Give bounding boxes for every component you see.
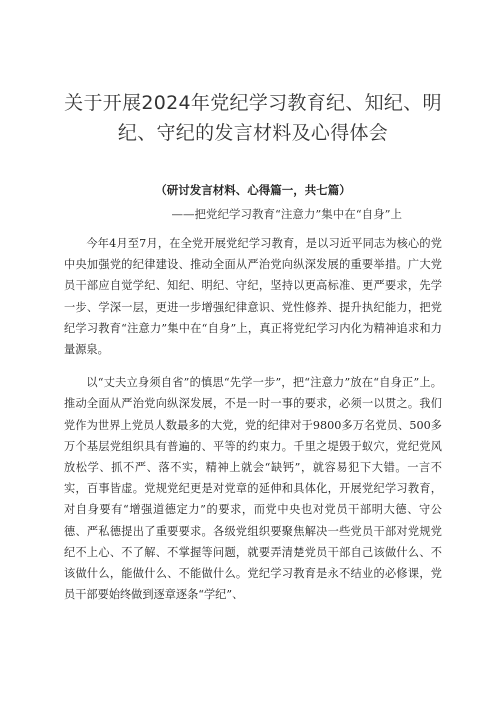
document-byline: ——把党纪学习教育“注意力”集中在“自身”上 — [171, 207, 402, 221]
body-paragraph: 今年4月至7月，在全党开展党纪学习教育，是以习近平同志为核心的党中央加强党的纪律建设、推动全面从严治党向纵深发展的重要举措。广大党员干部应自觉学纪、知纪、明纪、守纪，坚持以更高标准、更严要求，先学一步、学深一层，更进一步增强纪律意识、党性修养、提升执纪能力，把党纪学习教育“注意力”集中在“自身”上，真正将党纪学习内化为精神追求和力量源泉。 — [64, 237, 442, 357]
document-title: 关于开展2024年党纪学习教育纪、知纪、明纪、守纪的发言材料及心得体会 — [64, 92, 442, 144]
document-subtitle: （研讨发言材料、心得篇一，共七篇） — [155, 183, 351, 197]
body-paragraph: 以“丈夫立身须自省”的慎思“先学一步”，把“注意力”放在“自身正”上。推动全面从严治党向纵深发展，不是一时一事的要求，必须一以贯之。我们党作为世界上党员人数最多的大党，党的纪律对于9800多万名党员、500多万个基层党组织具有普遍的、平等的约束力。千里之堤毁于蚁穴，党纪党风放松学、抓不严、落不实，精神上就会“缺钙”，就容易犯下大错。一言不实，百事皆虚。党规党纪更是对党章的延伸和具体化，开展党纪学习教育，对自身要有“增强道德定力”的要求，而党中央也对党员干部明大德、守公德、严私德提出了重要要求。各级党组织要聚焦解决一些党员干部对党规党纪不上心、不了解、不掌握等问题，就要弄清楚党员干部自己该做什么、不该做什么，能做什么、不能做什么。党纪学习教育是永不结业的必修课，党员干部要始终做到逐章逐条“学纪”、 — [64, 376, 442, 602]
